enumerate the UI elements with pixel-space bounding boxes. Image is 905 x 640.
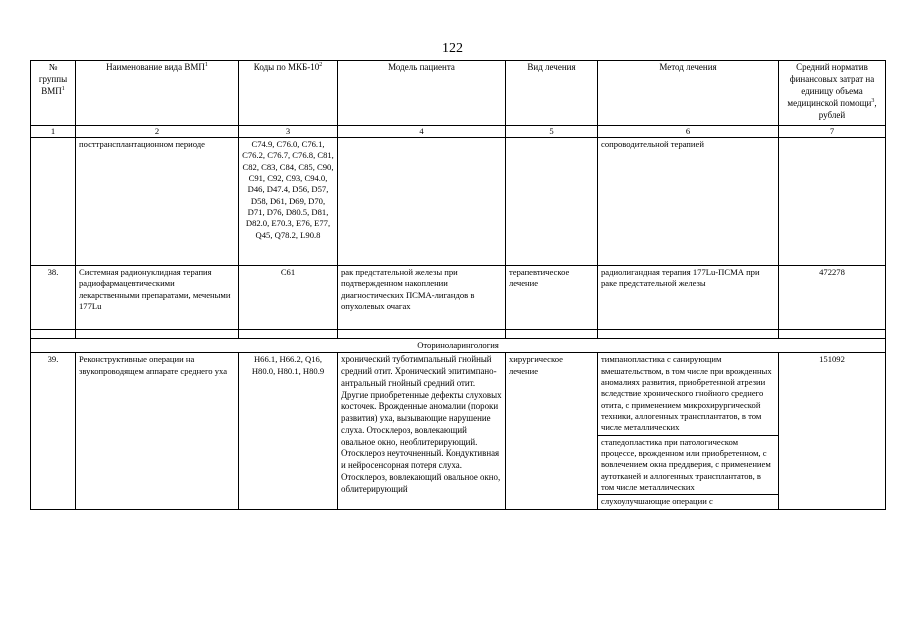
cell-treatment: терапевтическое лечение <box>506 266 598 330</box>
cell-codes: C74.9, C76.0, C76.1, C76.2, C76.7, C76.8, C81, C82, C83, C84, C85, C90, C91, C92, C93, C94.0, D46, D47.4, D56, D57, D58, D61, D69, D70, D71, D76, D80.5, D81, D82.0, E70.3, E76, E77, Q45, Q78.2, L90.8 <box>239 138 338 266</box>
column-number: 7 <box>779 126 886 138</box>
cell-name: Системная радионуклидная терапия радиофармацевтическими лекарственными препаратами, мечеными 177Lu <box>76 266 239 330</box>
vmp-table <box>30 60 886 510</box>
method-item: тимпанопластика с санирующим вмешательством, в том числе при врожденных аномалиях развития, приобретенной атрезии вследствие хронического гнойного среднего отита, с применением микрохирургической техники, аллогенных трансплантатов, в том числе металлических <box>598 353 778 435</box>
cell-model <box>338 138 506 266</box>
cell-cost: 472278 <box>779 266 886 330</box>
cell-method: сопроводительной терапией <box>598 138 779 266</box>
table-row <box>31 353 886 509</box>
column-number: 1 <box>31 126 76 138</box>
header-vmp-name: Наименование вида ВМП$^1$ <box>76 61 239 126</box>
column-number: 2 <box>76 126 239 138</box>
column-number: 4 <box>338 126 506 138</box>
header-patient-model: Модель пациента <box>338 61 506 126</box>
header-treatment-method: Метод лечения <box>598 61 779 126</box>
cell-treatment <box>506 138 598 266</box>
cell-model: хронический туботимпальный гнойный средний отит. Хронический эпитимпано-антральный гнойный средний отит. Другие приобретенные дефекты слуховых косточек. Врожденные аномалии (пороки развития) уха, вызывающие нарушение слуха. Отосклероз, вовлекающий овальное окно, необлитерирующий. Отосклероз неуточненный. Кондуктивная и нейросенсорная потеря слуха. Отосклероз, вовлекающий овальное окно, облитерирующий <box>338 353 506 509</box>
cell-name: посттрансплантационном периоде <box>76 138 239 266</box>
header-group-no: № группы ВМП$^1$ <box>31 61 76 126</box>
table-row <box>31 138 886 266</box>
header-treatment-type: Вид лечения <box>506 61 598 126</box>
cell-model: рак предстательной железы при подтвержденном накоплении диагностических ПСМА-лигандов в опухолевых очагах <box>338 266 506 330</box>
cell-group: 38. <box>31 266 76 330</box>
cell-cost: 151092 <box>779 353 886 509</box>
page-number: 122 <box>442 41 463 56</box>
cell-method-group <box>598 353 779 509</box>
cell-method: радиолигандная терапия 177Lu-ПСМА при раке предстательной железы <box>598 266 779 330</box>
method-item: стапедопластика при патологическом процессе, врожденном или приобретенном, с вовлечением окна преддверия, с применением аутотканей и аллогенных трансплантатов, в том числе металлических <box>598 436 778 496</box>
header-mkb-codes: Коды по МКБ-$10^2$ <box>239 61 338 126</box>
table-row <box>31 266 886 330</box>
section-row <box>31 339 886 353</box>
cell-codes: H66.1, H66.2, Q16, H80.0, H80.1, H80.9 <box>239 353 338 509</box>
column-number: 3 <box>239 126 338 138</box>
method-item: слухоулучшающие операции с <box>601 496 713 507</box>
cell-treatment: хирургическое лечение <box>506 353 598 509</box>
column-number: 5 <box>506 126 598 138</box>
column-number-row <box>31 126 886 138</box>
column-number: 6 <box>598 126 779 138</box>
section-title: Оториноларингология <box>31 339 886 353</box>
cell-group: 39. <box>31 353 76 509</box>
cell-cost <box>779 138 886 266</box>
spacer-row <box>31 330 886 339</box>
header-cost-norm: Средний норматив финансовых затрат на единицу объема медицинской помощи$^3$, рублей <box>779 61 886 126</box>
table-header-row <box>31 61 886 126</box>
cell-codes: C61 <box>239 266 338 330</box>
cell-group <box>31 138 76 266</box>
cell-name: Реконструктивные операции на звукопроводящем аппарате среднего уха <box>76 353 239 509</box>
